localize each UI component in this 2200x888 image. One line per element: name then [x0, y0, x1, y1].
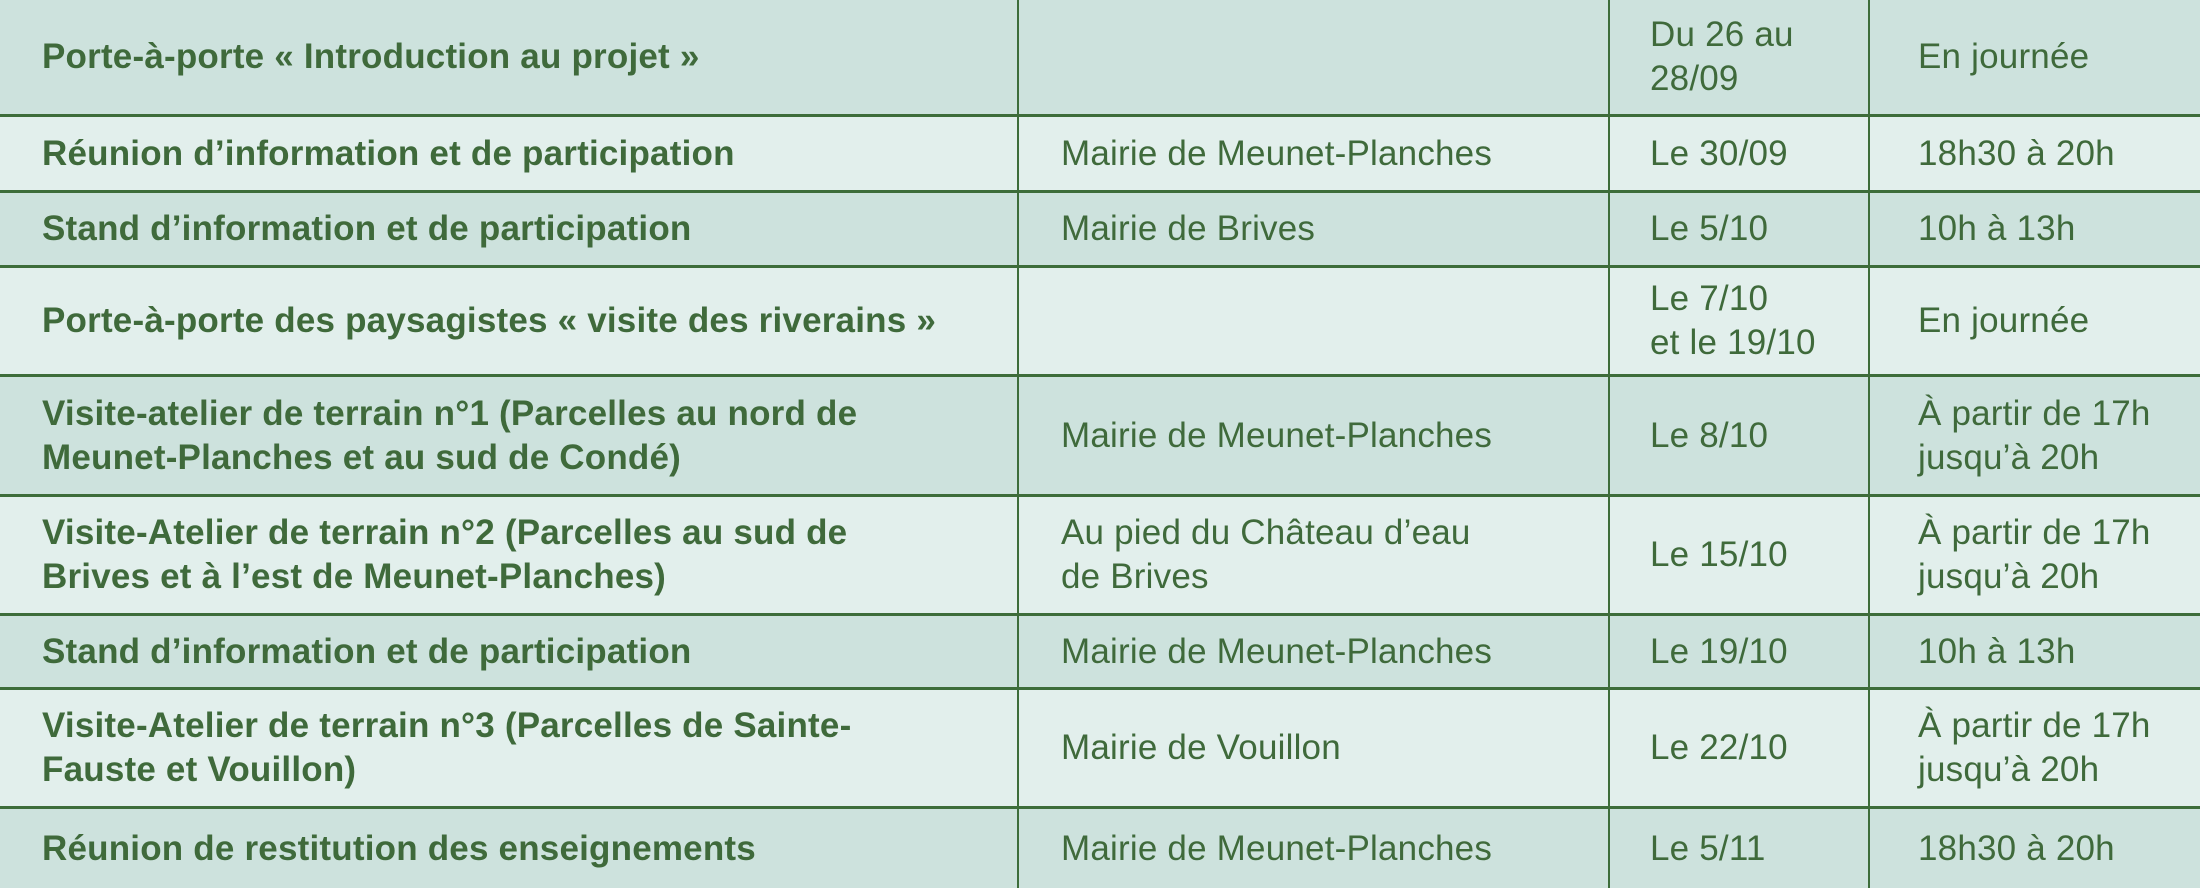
date-cell: Le 30/09	[1608, 117, 1868, 193]
time-cell: En journée	[1868, 0, 2200, 117]
place-cell	[1017, 268, 1608, 377]
date-cell: Le 5/10	[1608, 193, 1868, 268]
time-cell: 18h30 à 20h	[1868, 117, 2200, 193]
time-cell: 10h à 13h	[1868, 616, 2200, 690]
place-cell: Mairie de Meunet-Planches	[1017, 809, 1608, 888]
activity-cell: Visite-atelier de terrain n°1 (Parcelles au nord de Meunet-Planches et au sud de Condé)	[0, 377, 1017, 497]
place-cell: Au pied du Château d’eau de Brives	[1017, 497, 1608, 616]
place-cell: Mairie de Vouillon	[1017, 690, 1608, 809]
date-cell: Le 15/10	[1608, 497, 1868, 616]
activity-cell: Réunion d’information et de participation	[0, 117, 1017, 193]
date-cell: Le 8/10	[1608, 377, 1868, 497]
date-cell: Le 5/11	[1608, 809, 1868, 888]
time-cell: 10h à 13h	[1868, 193, 2200, 268]
activity-cell: Visite-Atelier de terrain n°2 (Parcelles au sud de Brives et à l’est de Meunet-Planches)	[0, 497, 1017, 616]
place-cell: Mairie de Meunet-Planches	[1017, 377, 1608, 497]
time-cell: À partir de 17h jusqu’à 20h	[1868, 690, 2200, 809]
place-cell: Mairie de Brives	[1017, 193, 1608, 268]
activity-cell: Stand d’information et de participation	[0, 193, 1017, 268]
place-cell: Mairie de Meunet-Planches	[1017, 117, 1608, 193]
time-cell: En journée	[1868, 268, 2200, 377]
date-cell: Le 7/10 et le 19/10	[1608, 268, 1868, 377]
activity-cell: Stand d’information et de participation	[0, 616, 1017, 690]
time-cell: À partir de 17h jusqu’à 20h	[1868, 497, 2200, 616]
place-cell: Mairie de Meunet-Planches	[1017, 616, 1608, 690]
activity-cell: Visite-Atelier de terrain n°3 (Parcelles de Sainte- Fauste et Vouillon)	[0, 690, 1017, 809]
activity-cell: Porte-à-porte des paysagistes « visite des riverains »	[0, 268, 1017, 377]
activity-cell: Porte-à-porte « Introduction au projet »	[0, 0, 1017, 117]
time-cell: À partir de 17h jusqu’à 20h	[1868, 377, 2200, 497]
date-cell: Du 26 au 28/09	[1608, 0, 1868, 117]
activity-cell: Réunion de restitution des enseignements	[0, 809, 1017, 888]
date-cell: Le 22/10	[1608, 690, 1868, 809]
date-cell: Le 19/10	[1608, 616, 1868, 690]
time-cell: 18h30 à 20h	[1868, 809, 2200, 888]
place-cell	[1017, 0, 1608, 117]
